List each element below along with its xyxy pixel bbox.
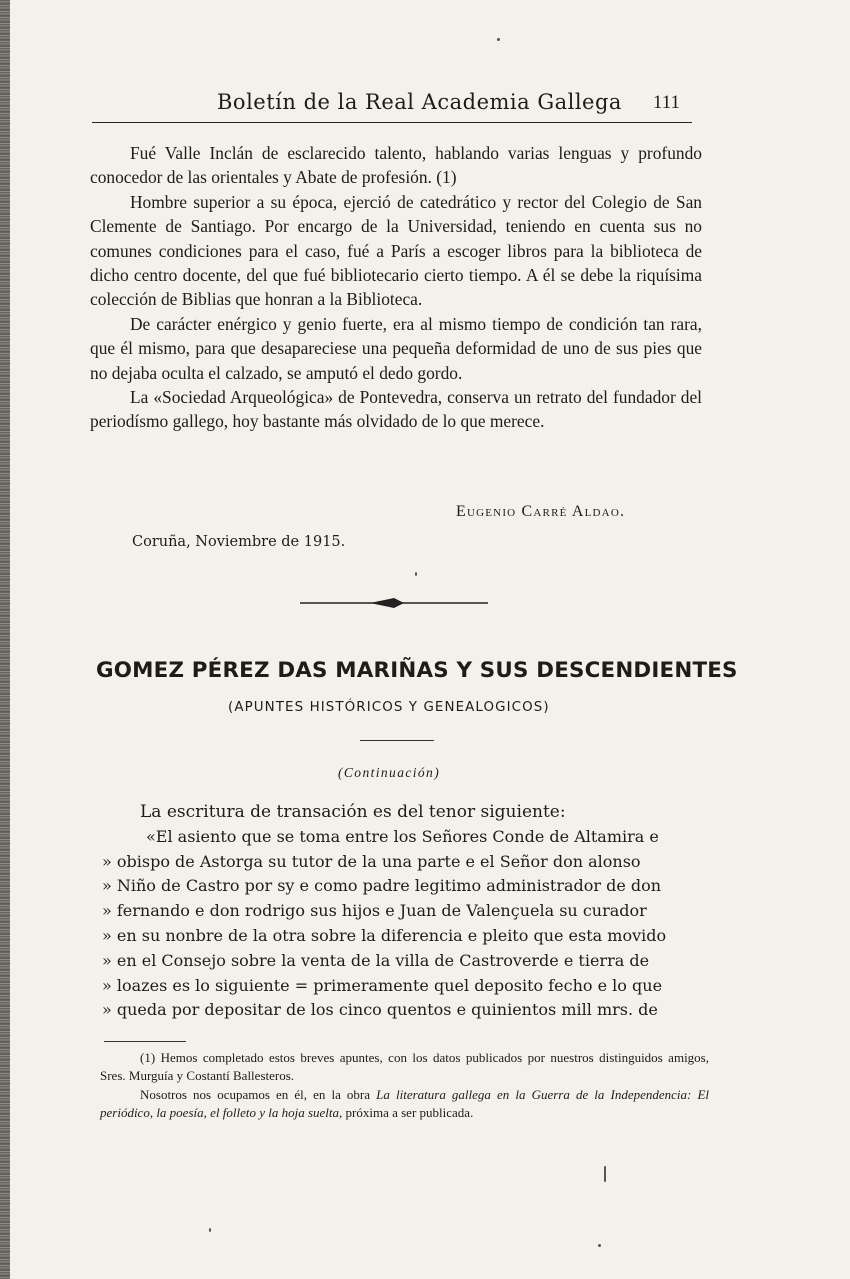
- ink-speck: [604, 1166, 606, 1182]
- lead-sentence: La escritura de transación es del tenor siguiente:: [140, 802, 566, 822]
- footnotes: [100, 1049, 709, 1123]
- footnote-rule: [104, 1041, 186, 1042]
- footnote-2: [100, 1086, 709, 1122]
- ink-speck: [209, 1228, 211, 1232]
- book-binding-edge: [0, 0, 10, 1279]
- quote-line: » en el Consejo sobre la venta de la villa de Castroverde e tierra de: [102, 950, 650, 970]
- footnote-2-suffix: próxima a ser publicada.: [345, 1105, 474, 1120]
- quote-line: » Niño de Castro por sy e como padre legitimo administrador de don: [102, 876, 662, 896]
- paragraph: La «Sociedad Arqueológica» de Pontevedra, conserva un retrato del fundador del periodísmo gallego, hoy bastante más olvidado de lo que merece.: [90, 387, 702, 432]
- footnote-2-title: La literatura gallega en la Guerra de la Independencia: El periódico, la poesía, el folleto y la hoja suelta,: [100, 1087, 710, 1120]
- author-signature: Eugenio Carré Aldao.: [456, 503, 626, 520]
- page-number: 111: [652, 92, 680, 113]
- quote-line: » fernando e don rodrigo sus hijos e Juan de Valençuela su curador: [102, 901, 647, 921]
- quote-line: » loazes es lo siguiente = primeramente quel deposito fecho e lo que: [102, 975, 663, 995]
- continuation-label: (Continuación): [338, 765, 441, 780]
- quote-line: » obispo de Astorga su tutor de la una parte e el Señor don alonso: [102, 851, 641, 871]
- quote-line: «El asiento que se toma entre los Señores Conde de Altamira e: [146, 826, 659, 846]
- paragraph: Hombre superior a su época, ejerció de catedrático y rector del Colegio de San Clemente de Santiago. Por encargo de la Universidad, teniendo en cuenta sus no comunes condiciones para el caso, fué a París a escoger libros para la biblioteca de dicho centro docente, del que fué bibliotecario cierto tiempo. A él se debe la riquísima colección de Biblias que honran a la Biblioteca.: [90, 191, 702, 310]
- footnote-2-prefix: Nosotros nos ocupamos en él, en la obra: [140, 1087, 371, 1102]
- article-subtitle: (APUNTES HISTÓRICOS Y GENEALOGICOS): [228, 700, 550, 715]
- running-header: [92, 88, 692, 123]
- journal-title: Boletín de la Real Academia Gallega: [217, 90, 622, 114]
- article-ending-text: [90, 141, 702, 434]
- ink-speck: [415, 572, 417, 576]
- ink-speck: [598, 1244, 601, 1247]
- quote-line: » en su nonbre de la otra sobre la diferencia e pleito que esta movido: [102, 925, 667, 945]
- section-divider-ornament: [300, 596, 488, 610]
- transaction-text: [102, 800, 706, 1023]
- article-title: GOMEZ PÉREZ DAS MARIÑAS Y SUS DESCENDIENTES: [96, 658, 738, 683]
- footnote-1: (1) Hemos completado estos breves apuntes, con los datos publicados por nuestros distinguidos amigos, Sres. Murguía y Costantí Ballesteros.: [100, 1050, 709, 1083]
- place-date: Coruña, Noviembre de 1915.: [132, 534, 346, 550]
- ink-speck: [497, 38, 500, 41]
- paragraph: De carácter enérgico y genio fuerte, era al mismo tiempo de condición tan rara, que él mismo, para que desapareciese una pequeña deformidad de uno de sus pies que no dejaba oculta el calzado, se amputó el dedo gordo.: [90, 313, 702, 383]
- quote-line: » queda por depositar de los cinco quentos e quinientos mill mrs. de: [102, 1000, 658, 1020]
- paragraph: Fué Valle Inclán de esclarecido talento, hablando varias lenguas y profundo conocedor de las orientales y Abate de profesión. (1): [90, 143, 702, 188]
- title-rule: [360, 740, 434, 741]
